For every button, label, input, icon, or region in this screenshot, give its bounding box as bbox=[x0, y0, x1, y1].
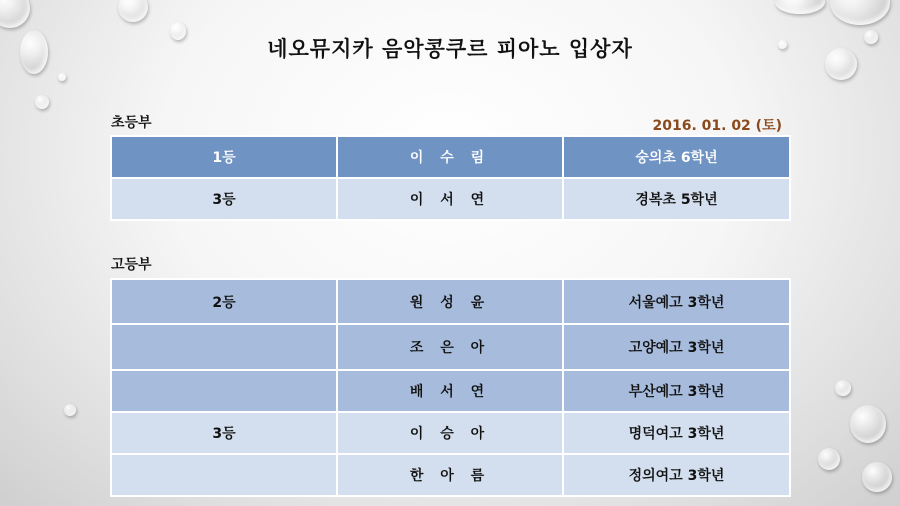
name-cell: 한 아 름 bbox=[337, 454, 563, 496]
table-row bbox=[111, 279, 790, 324]
name-cell: 이 서 연 bbox=[337, 178, 563, 220]
table-row bbox=[111, 412, 790, 454]
water-droplet-decoration bbox=[118, 0, 148, 22]
table-row bbox=[111, 370, 790, 412]
water-droplet-decoration bbox=[0, 0, 30, 28]
water-droplet-decoration bbox=[835, 380, 851, 396]
table-row bbox=[111, 454, 790, 496]
school-cell: 고양예고 3학년 bbox=[563, 324, 790, 370]
rank-cell: 3등 bbox=[111, 412, 337, 454]
rank-cell: 1등 bbox=[111, 136, 337, 178]
name-cell: 원 성 윤 bbox=[337, 279, 563, 324]
table-row bbox=[111, 178, 790, 220]
name-cell: 조 은 아 bbox=[337, 324, 563, 370]
table-row bbox=[111, 324, 790, 370]
water-droplet-decoration bbox=[850, 405, 886, 443]
section-label-elementary: 초등부 bbox=[111, 115, 152, 131]
school-cell: 서울예고 3학년 bbox=[563, 279, 790, 324]
school-cell: 명덕여고 3학년 bbox=[563, 412, 790, 454]
page-title: 네오뮤지카 음악콩쿠르 피아노 입상자 bbox=[267, 37, 633, 61]
table-row bbox=[111, 136, 790, 178]
water-droplet-decoration bbox=[58, 73, 66, 81]
name-cell: 배 서 연 bbox=[337, 370, 563, 412]
school-cell: 숭의초 6학년 bbox=[563, 136, 790, 178]
water-droplet-decoration bbox=[862, 462, 892, 492]
name-cell: 이 승 아 bbox=[337, 412, 563, 454]
rank-cell: 3등 bbox=[111, 178, 337, 220]
water-droplet-decoration bbox=[775, 0, 825, 14]
rank-cell bbox=[111, 370, 337, 412]
water-droplet-decoration bbox=[830, 0, 890, 25]
water-droplet-decoration bbox=[818, 448, 840, 470]
highschool-results-table bbox=[110, 278, 791, 497]
school-cell: 부산예고 3학년 bbox=[563, 370, 790, 412]
event-date: 2016. 01. 02 (토) bbox=[652, 118, 782, 134]
rank-cell: 2등 bbox=[111, 279, 337, 324]
rank-cell bbox=[111, 324, 337, 370]
elementary-results-table bbox=[110, 135, 791, 221]
water-droplet-decoration bbox=[64, 404, 76, 416]
school-cell: 경복초 5학년 bbox=[563, 178, 790, 220]
water-droplet-decoration bbox=[35, 95, 49, 109]
school-cell: 정의여고 3학년 bbox=[563, 454, 790, 496]
rank-cell bbox=[111, 454, 337, 496]
name-cell: 이 수 림 bbox=[337, 136, 563, 178]
section-label-highschool: 고등부 bbox=[111, 257, 152, 273]
